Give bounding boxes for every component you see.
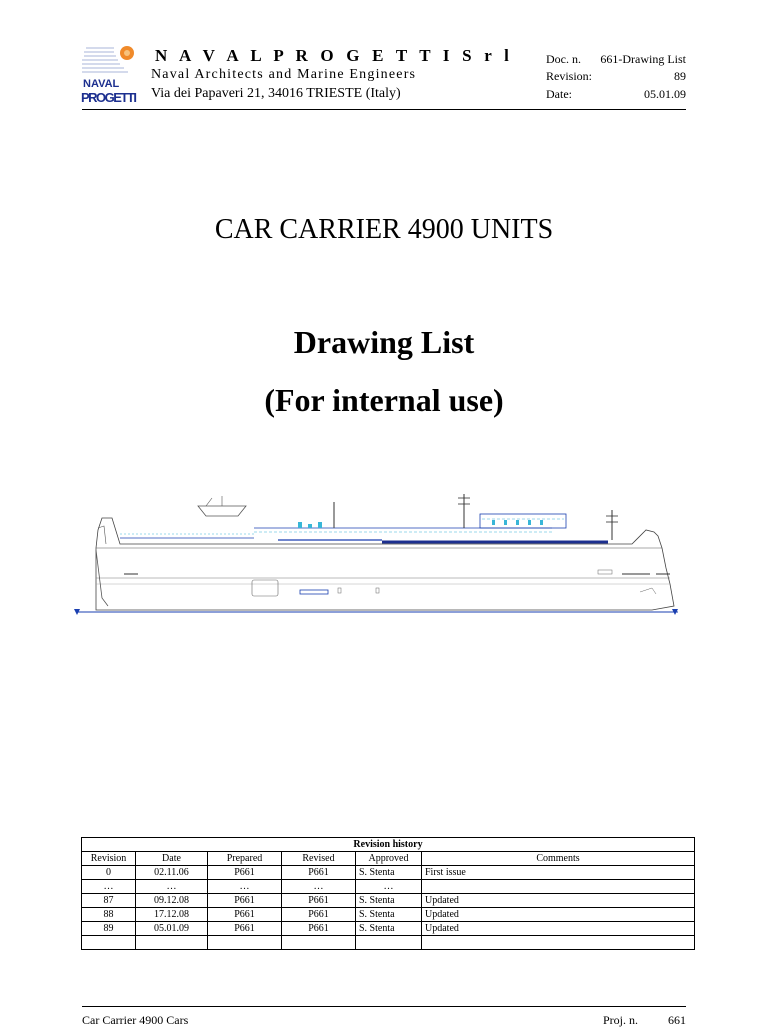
table-cell (136, 936, 208, 950)
svg-text:NAVAL: NAVAL (83, 78, 120, 90)
table-cell: P661 (208, 922, 282, 936)
table-cell: Updated (422, 894, 695, 908)
column-header: Revision (82, 852, 136, 866)
table-cell: P661 (282, 922, 356, 936)
table-cell: … (82, 880, 136, 894)
table-cell: S. Stenta (356, 866, 422, 880)
company-name: N A V A L P R O G E T T I S r l (155, 46, 514, 65)
project-title: CAR CARRIER 4900 UNITS (214, 214, 554, 245)
table-cell: S. Stenta (356, 908, 422, 922)
table-cell: … (208, 880, 282, 894)
column-header: Comments (422, 852, 695, 866)
table-cell: 89 (82, 922, 136, 936)
table-cell: P661 (208, 894, 282, 908)
revision-label: Revision: (546, 69, 593, 83)
table-cell: 02.11.06 (136, 866, 208, 880)
table-cell (422, 880, 695, 894)
table-cell: S. Stenta (356, 922, 422, 936)
table-cell: … (282, 880, 356, 894)
header-divider (82, 109, 686, 110)
table-row (82, 908, 695, 922)
table-cell: 17.12.08 (136, 908, 208, 922)
table-cell: 87 (82, 894, 136, 908)
revision-value: 89 (674, 69, 686, 83)
table-cell: First issue (422, 866, 695, 880)
date-label: Date: (546, 87, 572, 101)
table-cell: P661 (208, 908, 282, 922)
table-header-row (82, 852, 695, 866)
doc-number-value: 661-Drawing List (600, 52, 686, 66)
table-row (82, 866, 695, 880)
table-cell: 09.12.08 (136, 894, 208, 908)
column-header: Approved (356, 852, 422, 866)
table-cell: S. Stenta (356, 894, 422, 908)
table-caption: Revision history (82, 838, 695, 852)
table-cell (422, 936, 695, 950)
date-value: 05.01.09 (644, 87, 686, 101)
table-cell: 88 (82, 908, 136, 922)
naval-progetti-logo (80, 42, 140, 106)
table-cell (208, 936, 282, 950)
company-address: Via dei Papaveri 21, 34016 TRIESTE (Italy) (151, 86, 401, 101)
table-row (82, 880, 695, 894)
column-header: Prepared (208, 852, 282, 866)
table-row (82, 894, 695, 908)
table-cell: 05.01.09 (136, 922, 208, 936)
table-cell: Updated (422, 908, 695, 922)
table-row (82, 922, 695, 936)
table-cell: P661 (282, 866, 356, 880)
ship-profile-drawing (72, 488, 688, 620)
svg-text:PROGETTI: PROGETTI (81, 90, 137, 105)
table-cell: P661 (282, 908, 356, 922)
table-cell (82, 936, 136, 950)
table-cell: P661 (208, 866, 282, 880)
table-cell: … (356, 880, 422, 894)
footer-document-name: Car Carrier 4900 Cars (82, 1013, 189, 1027)
company-subtitle: Naval Architects and Marine Engineers (151, 67, 417, 82)
footer-project-label: Proj. n. (603, 1013, 639, 1027)
doc-number-label: Doc. n. (546, 52, 581, 66)
column-header: Revised (282, 852, 356, 866)
table-cell: P661 (282, 894, 356, 908)
footer-divider (82, 1006, 686, 1007)
table-cell (356, 936, 422, 950)
table-cell: … (136, 880, 208, 894)
document-subtitle: (For internal use) (264, 382, 504, 418)
table-cell: Updated (422, 922, 695, 936)
footer-project-number: 661 (668, 1013, 686, 1027)
table-row (82, 936, 695, 950)
table-cell: 0 (82, 866, 136, 880)
table-caption-row (82, 838, 695, 852)
revision-history-table (81, 837, 695, 950)
document-title: Drawing List (293, 324, 475, 360)
column-header: Date (136, 852, 208, 866)
table-cell (282, 936, 356, 950)
